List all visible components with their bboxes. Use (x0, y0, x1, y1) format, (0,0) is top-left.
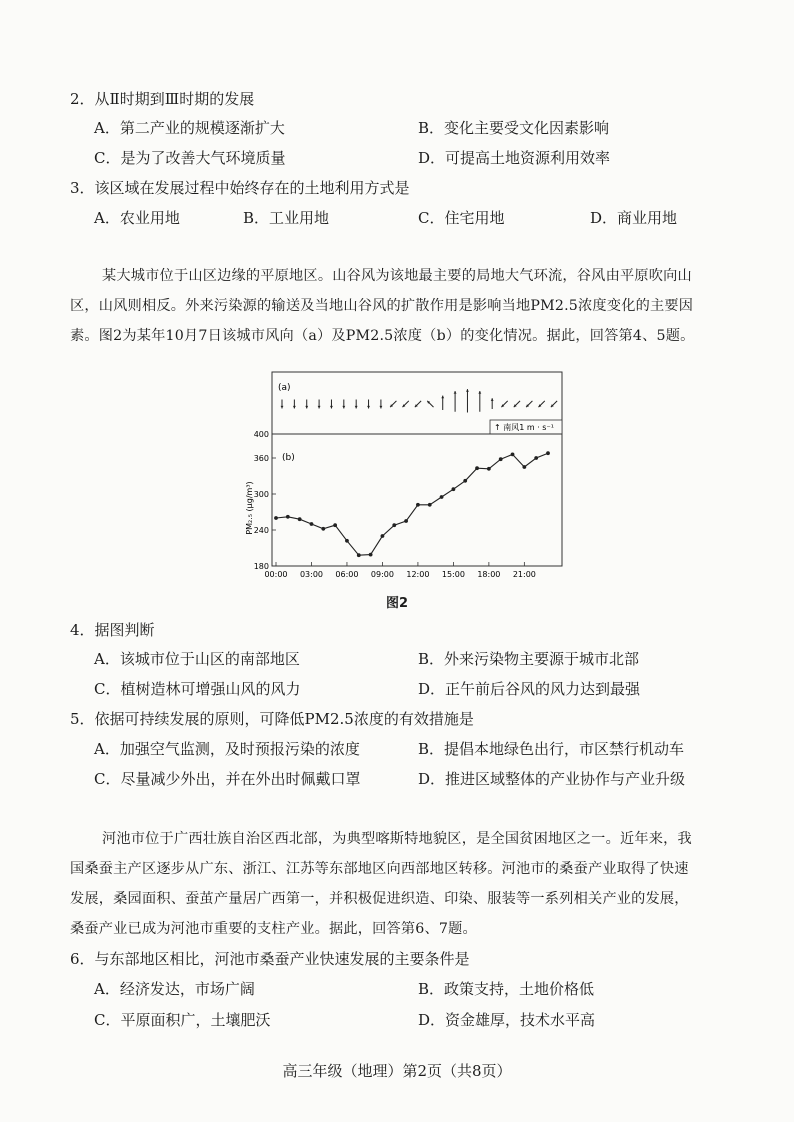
x-tick-label: 03:00 (299, 570, 324, 579)
panel-a-label: (a) (278, 383, 291, 393)
pm25-series (274, 451, 550, 557)
question-2-option-b: B．变化主要受文化因素影响 (418, 119, 610, 137)
passage-1-line-2: 区，山风则相反。外来污染源的输送及当地山谷风的扩散作用是影响当地PM2.5浓度变化的主要因 (70, 298, 694, 314)
wind-arrow (551, 401, 557, 407)
question-2-stem: 2．从Ⅱ时期到Ⅲ时期的发展 (70, 90, 255, 108)
wind-arrow (281, 400, 284, 409)
pm25-point (274, 516, 278, 520)
question-2-option-a: A．第二产业的规模逐渐扩大 (94, 119, 285, 137)
question-3-option-c: C．住宅用地 (418, 209, 505, 227)
x-tick-label: 00:00 (264, 570, 288, 579)
pm25-point (546, 451, 550, 455)
pm25-point (511, 453, 515, 457)
passage-2-line-1: 河池市位于广西壮族自治区西北部，为典型喀斯特地貌区，是全国贫困地区之一。近年来，我 (102, 831, 692, 847)
wind-arrow (538, 401, 544, 407)
pm25-point (369, 553, 373, 557)
wind-arrow (526, 401, 532, 407)
pm25-point (298, 517, 302, 521)
wind-arrow (367, 400, 370, 409)
wind-arrow (390, 401, 396, 407)
question-6-option-b: B．政策支持，土地价格低 (418, 980, 595, 998)
question-6-option-c: C．平原面积广，土壤肥沃 (94, 1011, 271, 1029)
pm25-point (357, 553, 361, 557)
wind-arrow (379, 400, 382, 409)
wind-arrow (514, 401, 520, 407)
x-tick-label: 12:00 (406, 570, 430, 579)
x-tick-label: 18:00 (477, 570, 501, 579)
pm25-point (451, 487, 455, 491)
wind-arrow (293, 400, 296, 409)
question-4-option-b: B．外来污染物主要源于城市北部 (418, 650, 640, 668)
x-tick-label: 09:00 (370, 570, 394, 579)
question-5-option-b: B．提倡本地绿色出行，市区禁行机动车 (418, 740, 685, 758)
passage-1-line-1: 某大城市位于山区边缘的平原地区。山谷风为该地最主要的局地大气环流，谷风由平原吹向山 (102, 268, 692, 284)
y-tick-label: 180 (253, 562, 269, 571)
passage-2-line-2: 国桑蚕主产区逐步从广东、浙江、江苏等东部地区向西部地区转移。河池市的桑蚕产业取得了快速 (70, 861, 689, 877)
pm25-point (428, 503, 432, 507)
pm25-line (276, 453, 548, 555)
passage-1-line-3: 素。图2为某年10月7日该城市风向（a）及PM2.5浓度（b）的变化情况。据此，回答第4、5题。 (70, 328, 695, 344)
wind-legend: ↑ 南风1 m · s⁻¹ (494, 423, 554, 432)
pm25-point (534, 456, 538, 460)
wind-arrow (441, 396, 444, 410)
pm25-point (487, 467, 491, 471)
wind-arrow (342, 400, 345, 409)
pm25-point (522, 465, 526, 469)
pm25-point (475, 466, 479, 470)
pm25-point (440, 495, 444, 499)
question-4-option-d: D．正午前后谷风的风力达到最强 (418, 680, 641, 698)
y-tick-label: 300 (253, 490, 269, 499)
pm25-point (404, 519, 408, 523)
wind-arrow (478, 391, 481, 412)
pm25-point (333, 523, 337, 527)
question-2-option-d: D．可提高土地资源利用效率 (418, 149, 611, 167)
wind-arrow (402, 401, 408, 407)
wind-arrow (318, 400, 321, 409)
figure-2 (236, 368, 576, 614)
wind-arrow (305, 400, 308, 409)
y-tick-label: 400 (253, 430, 269, 439)
question-3-option-d: D．商业用地 (590, 209, 678, 227)
axes (254, 430, 536, 579)
pm25-point (321, 527, 325, 531)
question-5-option-c: C．尽量减少外出，并在外出时佩戴口罩 (94, 770, 361, 788)
figure-caption: 图2 (386, 596, 409, 611)
wind-arrow (491, 398, 494, 409)
wind-arrow (501, 401, 507, 407)
question-5-option-a: A．加强空气监测，及时预报污染的浓度 (94, 740, 360, 758)
pm25-point (286, 515, 290, 519)
question-4-stem: 4．据图判断 (70, 621, 155, 639)
question-6-option-d: D．资金雄厚，技术水平高 (418, 1011, 596, 1029)
question-3-option-a: A．农业用地 (94, 209, 180, 227)
panel-b-label: (b) (282, 453, 295, 463)
x-tick-label: 06:00 (335, 570, 359, 579)
y-axis-label: PM₂.₅ (μg/m³) (245, 481, 254, 535)
pm25-point (416, 503, 420, 507)
question-3-stem: 3．该区域在发展过程中始终存在的土地利用方式是 (70, 179, 410, 197)
wind-arrow (427, 401, 433, 407)
y-tick-label: 240 (253, 526, 269, 535)
pm25-point (392, 523, 396, 527)
question-4-option-c: C．植树造林可增强山风的风力 (94, 680, 301, 698)
y-tick-label: 360 (253, 454, 269, 463)
question-6-stem: 6．与东部地区相比，河池市桑蚕产业快速发展的主要条件是 (70, 950, 470, 968)
figure-2-chart (236, 368, 576, 614)
question-6-option-a: A．经济发达，市场广阔 (94, 980, 255, 998)
question-5-option-d: D．推进区域整体的产业协作与产业升级 (418, 770, 686, 788)
pm25-point (499, 457, 503, 461)
wind-arrow (415, 401, 421, 407)
page-footer: 高三年级（地理）第2页（共8页） (282, 1062, 512, 1080)
x-tick-label: 15:00 (441, 570, 465, 579)
pm25-point (310, 522, 314, 526)
pm25-point (463, 479, 467, 483)
x-tick-label: 21:00 (512, 570, 536, 579)
passage-2-line-4: 桑蚕产业已成为河池市重要的支柱产业。据此，回答第6、7题。 (70, 921, 477, 937)
pm25-point (381, 534, 385, 538)
question-5-stem: 5．依据可持续发展的原则，可降低PM2.5浓度的有效措施是 (70, 710, 474, 728)
wind-arrow (355, 400, 358, 409)
wind-arrow (466, 389, 469, 412)
wind-arrow (330, 400, 333, 409)
question-3-option-b: B．工业用地 (243, 209, 330, 227)
wind-arrow (454, 391, 457, 412)
wind-arrows (281, 389, 558, 412)
pm25-point (345, 539, 349, 543)
question-2-option-c: C．是为了改善大气环境质量 (94, 149, 286, 167)
question-4-option-a: A．该城市位于山区的南部地区 (94, 650, 300, 668)
passage-2-line-3: 发展，桑园面积、蚕茧产量居广西第一，并积极促进织造、印染、服装等一系列相关产业的发展， (70, 891, 689, 907)
